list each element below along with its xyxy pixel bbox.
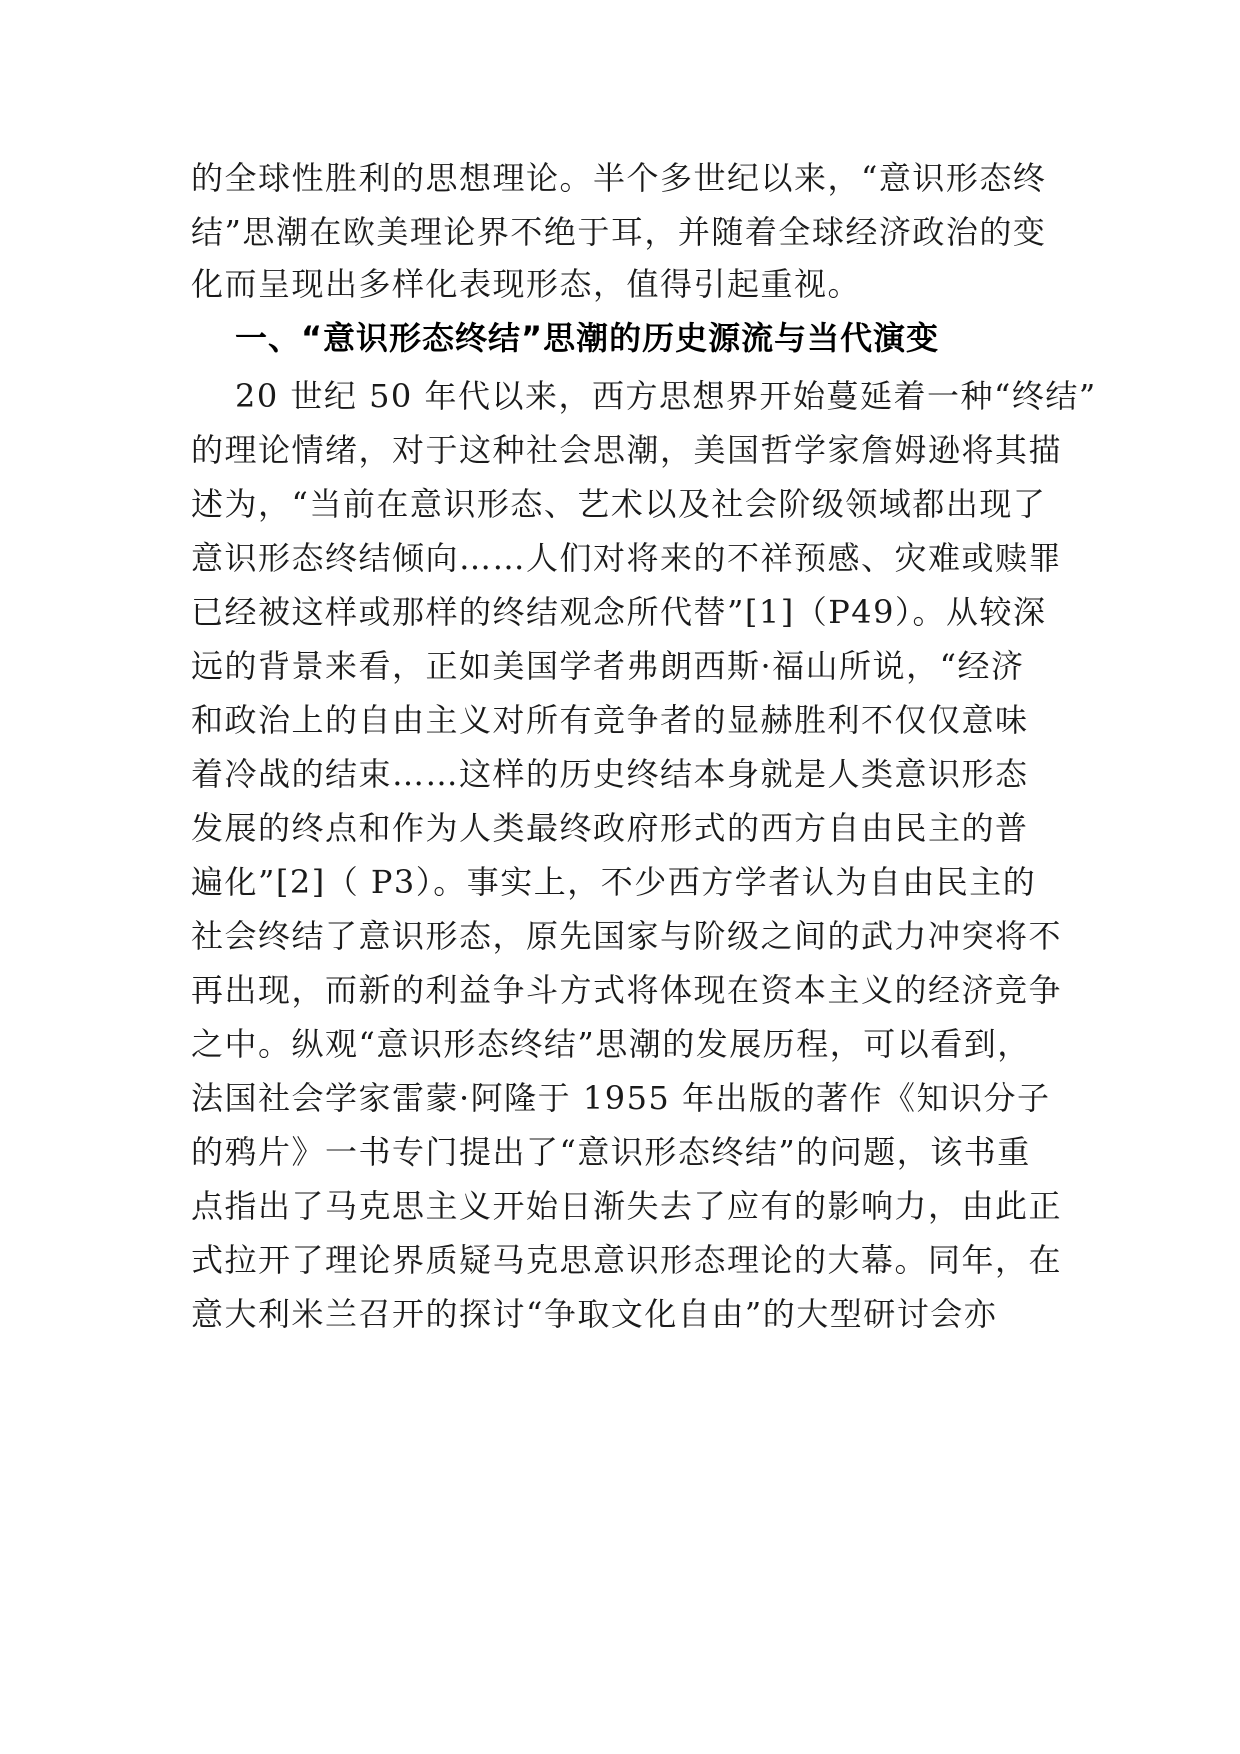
- paragraph-line: 化而呈现出多样化表现形态，值得引起重视。: [191, 265, 862, 303]
- paragraph-line: 的全球性胜利的思想理论。半个多世纪以来，“意识形态终: [191, 159, 1047, 197]
- paragraph-line: 结”思潮在欧美理论界不绝于耳，并随着全球经济政治的变: [191, 213, 1047, 251]
- section-heading: 一、“意识形态终结”思潮的历史源流与当代演变: [235, 319, 940, 357]
- paragraph-line: 之中。纵观“意识形态终结”思潮的发展历程，可以看到，: [191, 1025, 1031, 1063]
- paragraph-line: 20 世纪 50 年代以来，西方思想界开始蔓延着一种“终结”: [235, 377, 1097, 415]
- paragraph-line: 着冷战的结束……这样的历史终结本身就是人类意识形态: [191, 755, 1029, 793]
- paragraph-line: 的理论情绪，对于这种社会思潮，美国哲学家詹姆逊将其描: [191, 431, 1063, 469]
- paragraph-line: 和政治上的自由主义对所有竞争者的显赫胜利不仅仅意味: [191, 701, 1029, 739]
- paragraph-line: 述为，“当前在意识形态、艺术以及社会阶级领域都出现了: [191, 485, 1047, 523]
- paragraph-line: 式拉开了理论界质疑马克思意识形态理论的大幕。同年，在: [191, 1241, 1063, 1279]
- paragraph-line: 意大利米兰召开的探讨“争取文化自由”的大型研讨会亦: [191, 1295, 998, 1333]
- paragraph-line: 遍化”[2]（ P3）。事实上，不少西方学者认为自由民主的: [191, 863, 1037, 901]
- paragraph-line: 的鸦片》一书专门提出了“意识形态终结”的问题，该书重: [191, 1133, 1031, 1171]
- paragraph-line: 点指出了马克思主义开始日渐失去了应有的影响力，由此正: [191, 1187, 1063, 1225]
- paragraph-line: 社会终结了意识形态，原先国家与阶级之间的武力冲突将不: [191, 917, 1063, 955]
- paragraph-line: 意识形态终结倾向……人们对将来的不祥预感、灾难或赎罪: [191, 539, 1063, 577]
- paragraph-line: 已经被这样或那样的终结观念所代替”[1]（P49）。从较深: [191, 593, 1047, 631]
- paragraph-line: 远的背景来看，正如美国学者弗朗西斯·福山所说，“经济: [191, 647, 1025, 685]
- paragraph-line: 法国社会学家雷蒙·阿隆于 1955 年出版的著作《知识分子: [191, 1079, 1051, 1117]
- paragraph-line: 再出现，而新的利益争斗方式将体现在资本主义的经济竞争: [191, 971, 1063, 1009]
- paragraph-line: 发展的终点和作为人类最终政府形式的西方自由民主的普: [191, 809, 1029, 847]
